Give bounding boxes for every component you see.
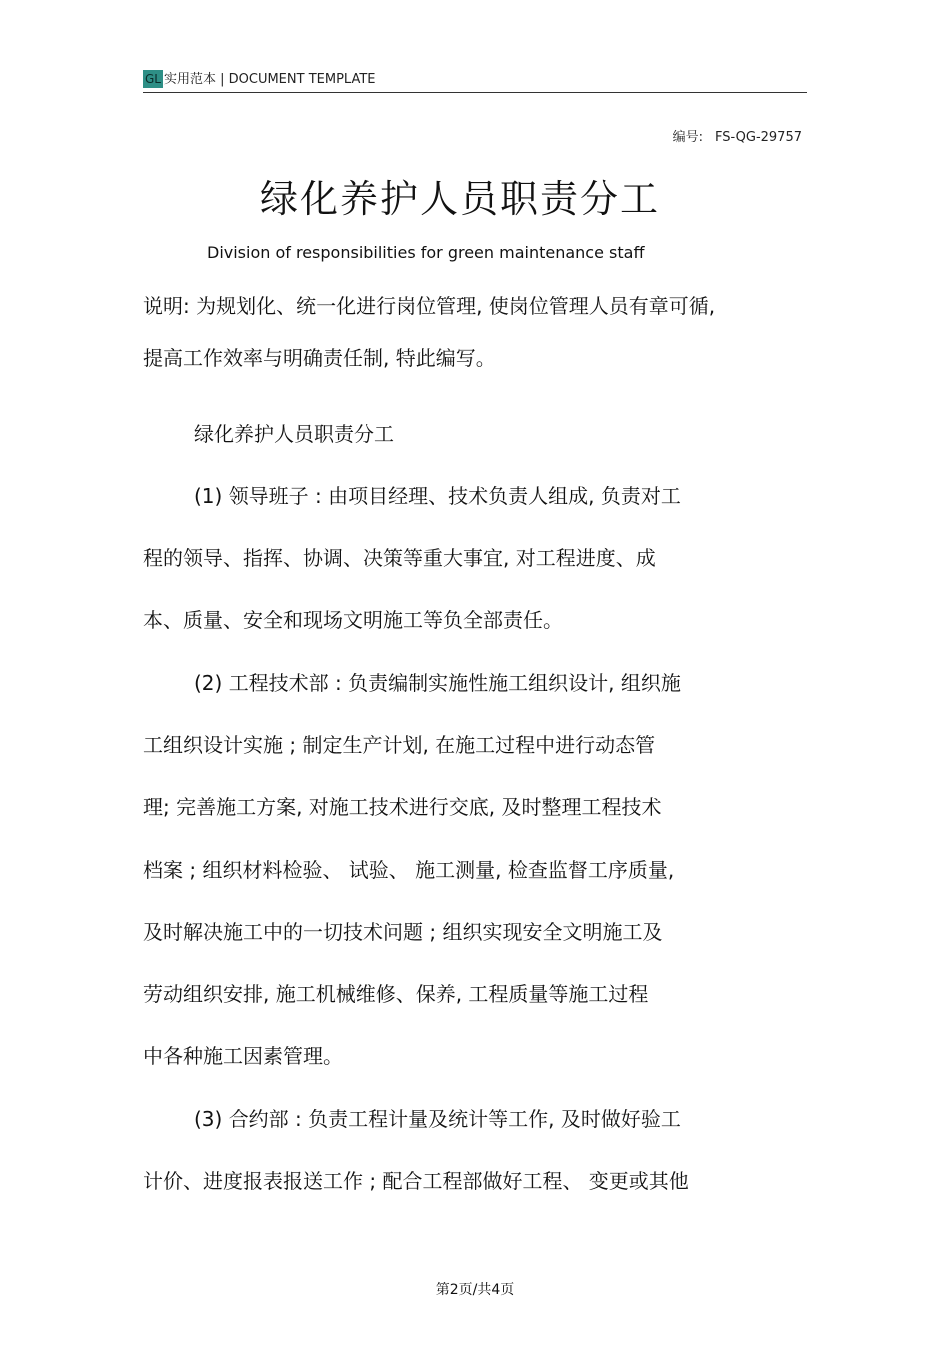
page-footer: 第2页/共4页 <box>435 1282 515 1298</box>
text-line: 及时解决施工中的一切技术问题 ; 组织实现安全文明施工及 <box>143 920 663 944</box>
text-line: 档案 ; 组织材料检验、 试验、 施工测量, 检查监督工序质量, <box>143 858 675 882</box>
text-line: 理; 完善施工方案, 对施工技术进行交底, 及时整理工程技术 <box>143 795 662 819</box>
text-line: 提高工作效率与明确责任制, 特此编写。 <box>143 346 496 370</box>
header-text: 实用范本 | DOCUMENT TEMPLATE <box>163 72 376 87</box>
text-line: 说明: 为规划化、统一化进行岗位管理, 使岗位管理人员有章可循, <box>143 294 716 318</box>
text-line: 计价、进度报表报送工作 ; 配合工程部做好工程、 变更或其他 <box>143 1169 689 1193</box>
text-line: (2) 工程技术部 : 负责编制实施性施工组织设计, 组织施 <box>194 671 681 695</box>
text-line: 中各种施工因素管理。 <box>143 1044 343 1068</box>
document-number-label: 编号: <box>672 130 703 145</box>
text-line: (1) 领导班子 : 由项目经理、技术负责人组成, 负责对工 <box>194 484 681 508</box>
page-title: 绿化养护人员职责分工 <box>259 177 660 221</box>
header-badge: GL <box>145 72 161 86</box>
document-header <box>143 70 807 93</box>
text-line: 工组织设计实施 ; 制定生产计划, 在施工过程中进行动态管 <box>143 733 656 757</box>
page-subtitle: Division of responsibilities for green maintenance staff <box>207 243 645 262</box>
document-number <box>673 126 802 145</box>
text-line: 本、质量、安全和现场文明施工等负全部责任。 <box>143 608 563 632</box>
document-number-value: FS-QG-29757 <box>714 130 802 145</box>
section-heading: 绿化养护人员职责分工 <box>194 422 394 446</box>
text-line: 程的领导、指挥、协调、决策等重大事宜, 对工程进度、成 <box>143 546 656 570</box>
text-line: (3) 合约部 : 负责工程计量及统计等工作, 及时做好验工 <box>194 1107 681 1131</box>
text-line: 劳动组织安排, 施工机械维修、保养, 工程质量等施工过程 <box>143 982 649 1006</box>
